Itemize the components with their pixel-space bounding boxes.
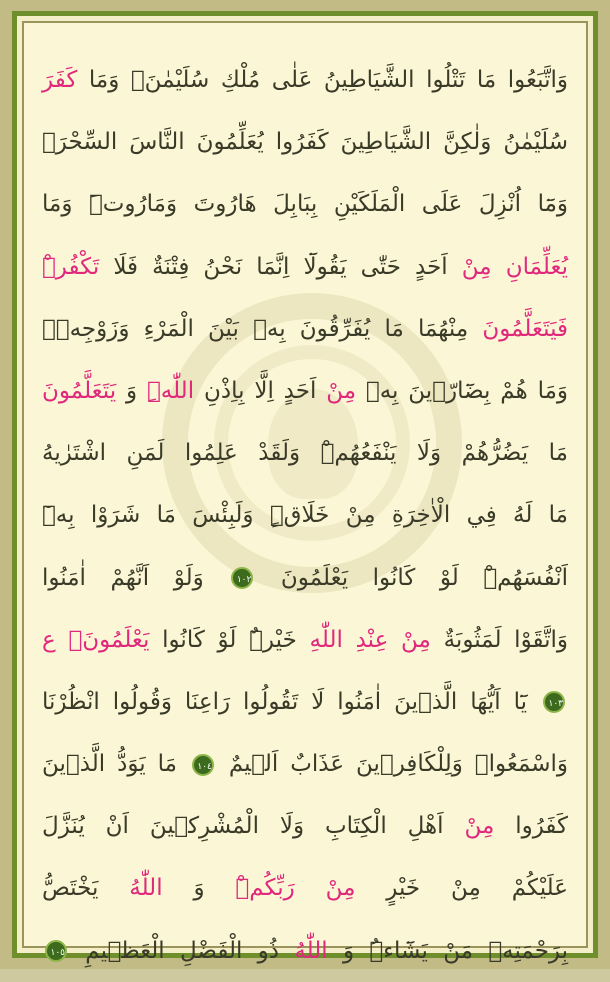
highlighted-word: فَيَتَعَلَّمُونَ: [482, 315, 568, 342]
verse-line: [42, 298, 568, 360]
verse-line: [42, 547, 568, 609]
verse-text: يَٓا اَيُّهَا الَّذ۪ينَ اٰمَنُوا لَا تَقُولُوا رَاعِنَا وَقُولُوا انْظُرْنَا: [42, 688, 540, 715]
verse-text: ذُو الْفَضْلِ الْعَظ۪يمِ: [70, 937, 295, 964]
verse-line: [42, 733, 568, 795]
verse-text: وَاتَّبَعُوا مَا تَتْلُوا الشَّيَاطِينُ عَلٰى مُلْكِ سُلَيْمٰنَۚ وَمَا: [77, 67, 568, 93]
verse-text: [492, 254, 506, 280]
verse-line: [42, 422, 568, 484]
verse-text: مَا يَوَدُّ الَّذ۪ينَ: [42, 751, 189, 778]
verse-text: وَ: [162, 875, 236, 902]
verse-text: اَحَدٍ حَتّٰى يَقُولَٓا اِنَّمَا نَحْنُ فِتْنَةٌ فَلَا: [99, 253, 462, 280]
verse-text: وَ: [116, 377, 147, 404]
highlighted-word: يَتَعَلَّمُونَ: [42, 377, 117, 404]
ayah-number-marker: ١٠٤: [192, 754, 214, 776]
verse-text: مَا لَهُ فِي الْاٰخِرَةِ مِنْ خَلَاقٍۜ وَلَبِئْسَ مَا شَرَوْا بِه۪ٓ: [42, 502, 568, 529]
highlighted-word: مِنْ رَبِّكُمْۜ: [235, 875, 356, 902]
verse-lines: [42, 49, 568, 982]
verse-line: [42, 857, 568, 919]
highlighted-word: مِنْ عِنْدِ اللّٰهِ: [309, 626, 431, 653]
verse-text: اَهْلِ الْكِتَابِ وَلَا الْمُشْرِك۪ينَ اَنْ يُنَزَّلَ: [42, 813, 465, 840]
verse-text: يَخْتَصُّ: [42, 875, 130, 902]
highlighted-word: اللّٰهُ: [294, 937, 328, 964]
highlighted-word: مِنْ: [464, 813, 495, 840]
verse-text: بِرَحْمَتِه۪ مَنْ يَشَٓاءُۜ وَ: [327, 937, 568, 964]
verse-line: [42, 920, 568, 982]
highlighted-word: يَعْلَمُونَ۟ ع: [42, 626, 150, 653]
verse-line: [42, 609, 568, 671]
verse-line: [42, 360, 568, 422]
verse-text: اَحَدٍ اِلَّا بِاِذْنِ: [194, 377, 327, 404]
verse-line: [42, 671, 568, 733]
highlighted-word: اللّٰهُ: [129, 875, 163, 902]
verse-text: كَفَرُوا: [494, 813, 568, 840]
highlighted-word: كَفَرَ: [42, 67, 78, 93]
verse-line: [42, 49, 568, 111]
highlighted-word: اللّٰهِۜ: [146, 377, 195, 404]
highlighted-word: مِنْ: [461, 253, 492, 280]
verse-line: [42, 111, 568, 173]
verse-text: وَاسْمَعُواۜ وَلِلْكَافِر۪ينَ عَذَابٌ اَل۪يمٌ: [216, 751, 569, 778]
verse-line: [42, 484, 568, 546]
verse-line: [42, 173, 568, 235]
verse-text: سُلَيْمٰنُ وَلٰكِنَّ الشَّيَاطِينَ كَفَرُوا يُعَلِّمُونَ النَّاسَ السِّحْرَۗ: [42, 129, 568, 156]
ayah-number-marker: ١٠٥: [45, 940, 67, 962]
ayah-number-marker: ١٠٢: [231, 567, 253, 589]
highlighted-word: يُعَلِّمَانِ: [505, 253, 569, 280]
verse-text: عَلَيْكُمْ مِنْ خَيْرٍ: [355, 875, 568, 902]
verse-text: اَنْفُسَهُمْۜ لَوْ كَانُوا يَعْلَمُونَ: [256, 564, 568, 591]
verse-line: [42, 236, 568, 298]
highlighted-word: مِنْ: [326, 377, 357, 404]
verse-text: مَا يَضُرُّهُمْ وَلَا يَنْفَعُهُمْۜ وَلَقَدْ عَلِمُوا لَمَنِ اشْتَرٰيهُ: [42, 440, 568, 467]
page-border: [12, 11, 598, 964]
ayah-number-marker: ١٠٣: [543, 691, 565, 713]
verse-text: وَمَا هُمْ بِضَٓارّ۪ينَ بِه۪: [356, 377, 569, 404]
verse-text: وَاتَّقَوْا لَمَثُوبَةٌ: [430, 626, 568, 653]
verse-text: مِنْهُمَا مَا يُفَرِّقُونَ بِه۪ بَيْنَ الْمَرْءِ وَزَوْجِه۪ۜ: [42, 315, 483, 342]
highlighted-word: تَكْفُرْۜ: [42, 253, 100, 280]
verse-text: خَيْرٌۜ لَوْ كَانُوا: [149, 626, 310, 653]
text-panel: [22, 21, 588, 964]
verse-text: وَمَٓا اُنْزِلَ عَلَى الْمَلَكَيْنِ بِبَابِلَ هَارُوتَ وَمَارُوتَۜ وَمَا: [42, 191, 568, 218]
verse-line: [42, 795, 568, 857]
verse-text: وَلَوْ اَنَّهُمْ اٰمَنُوا: [42, 564, 229, 591]
